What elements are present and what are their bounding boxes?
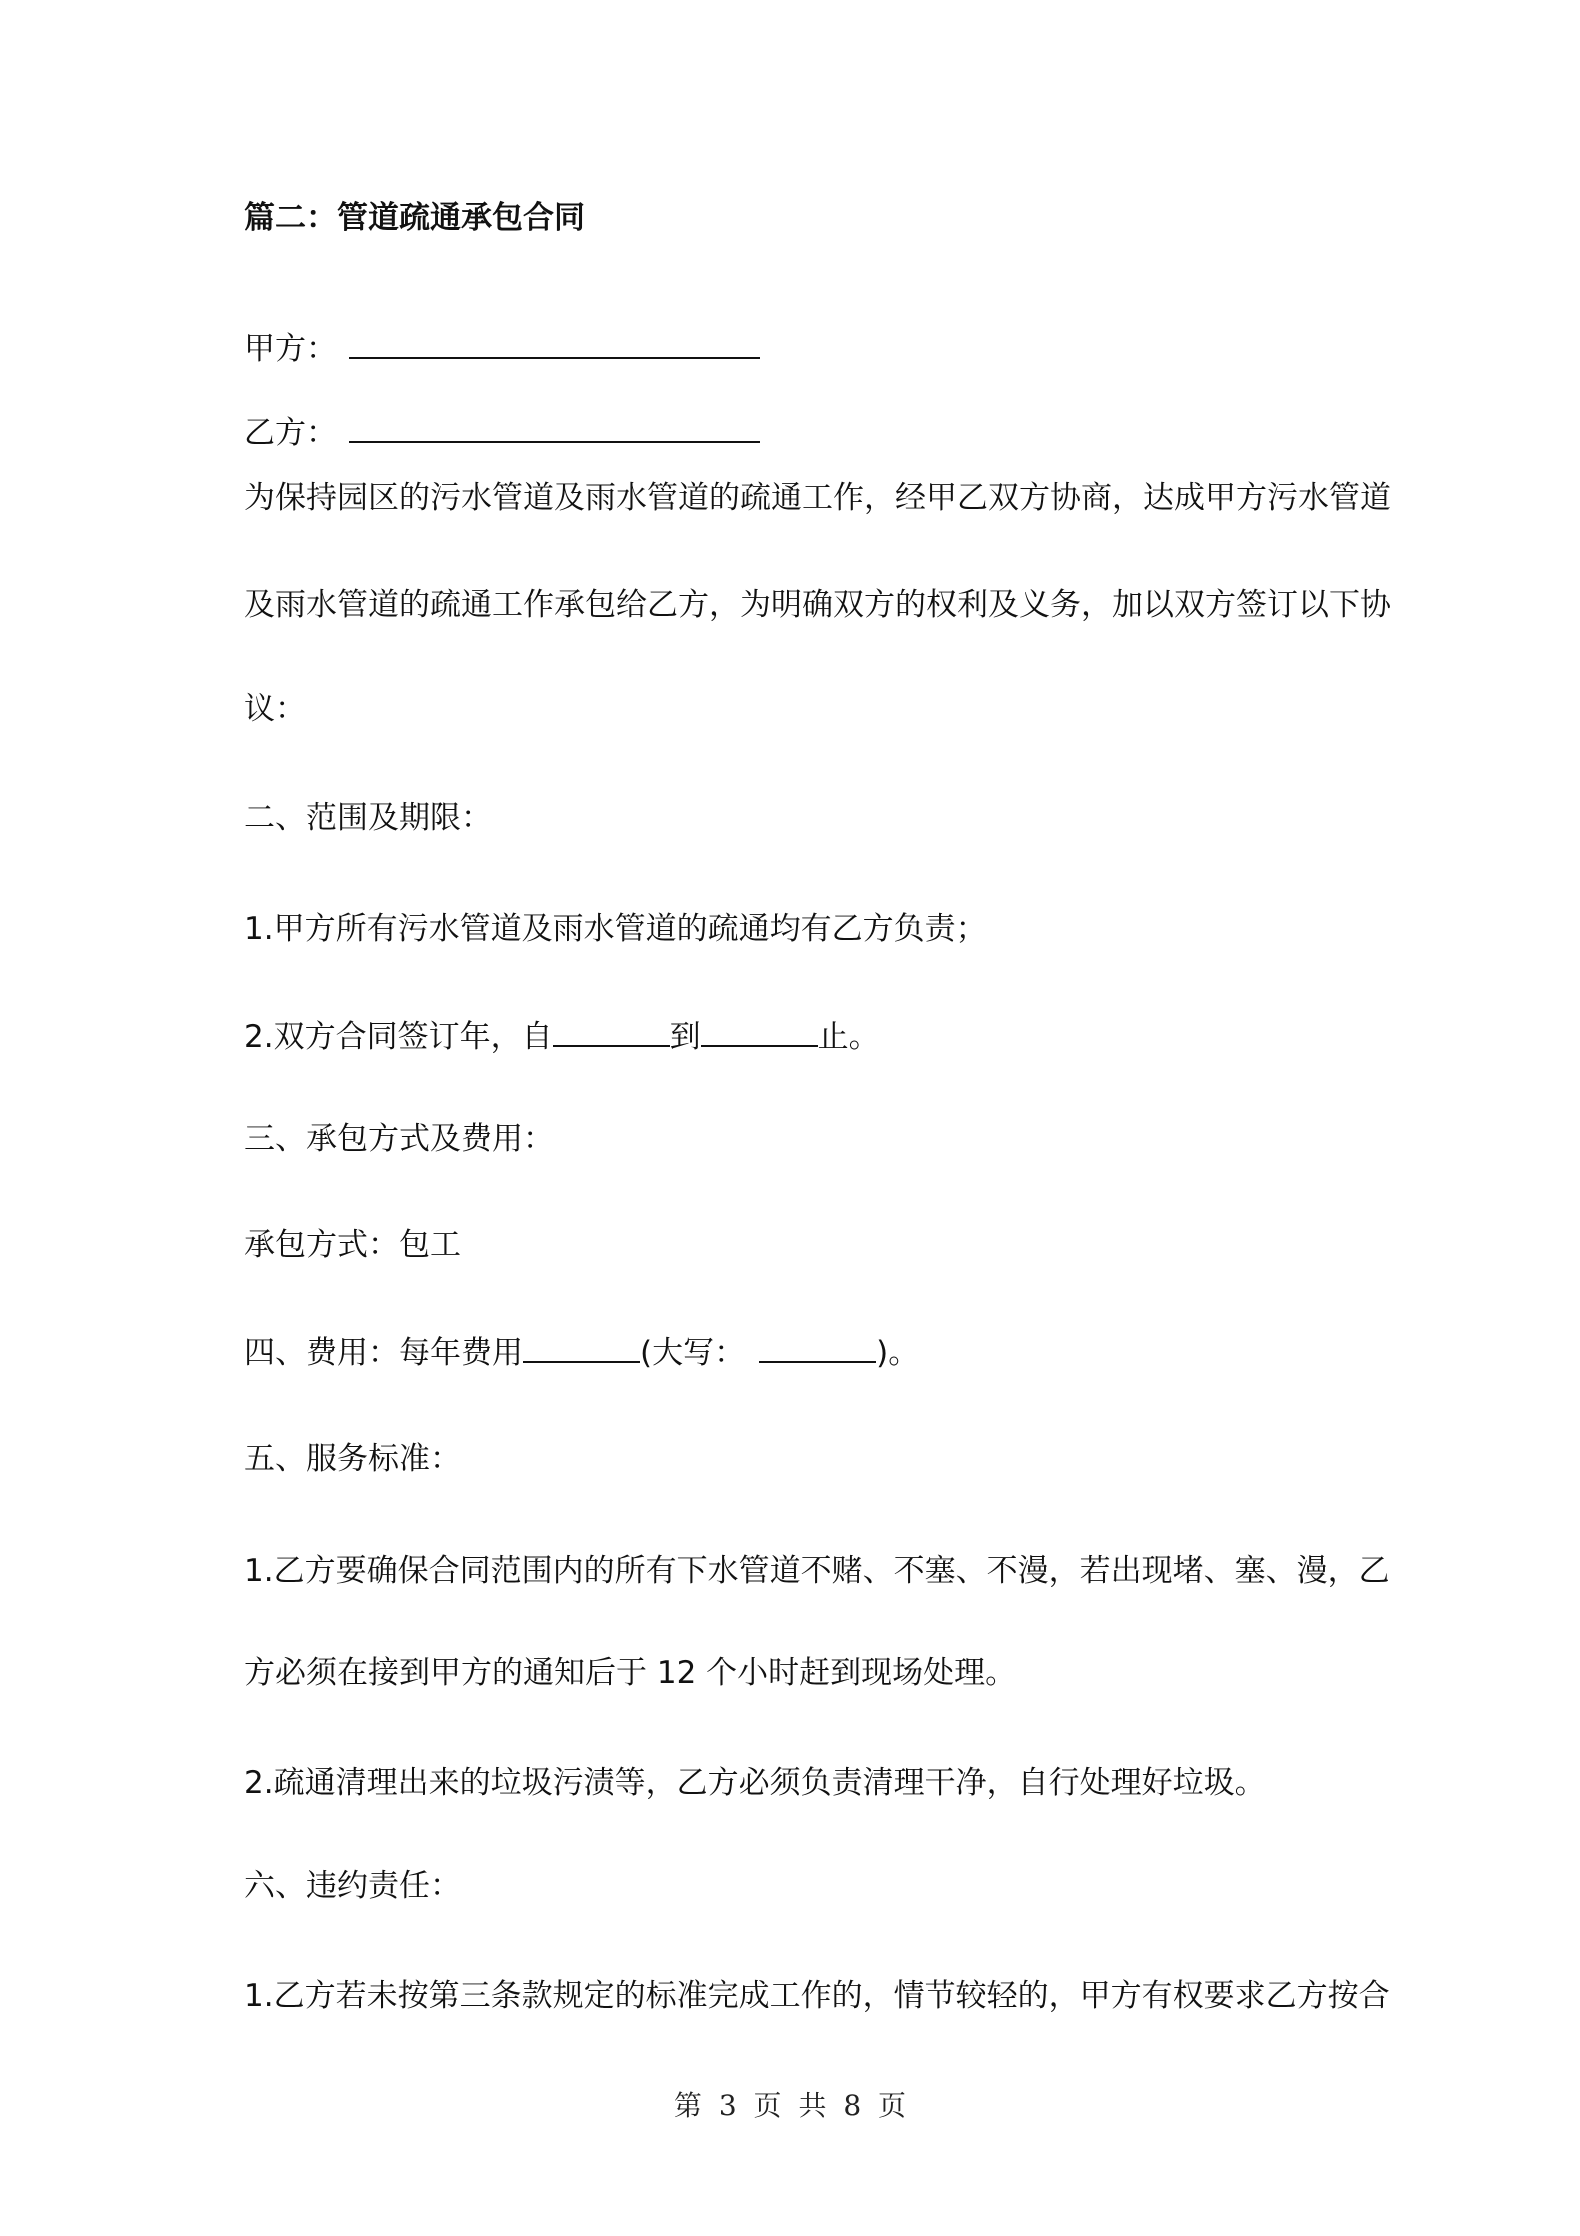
fee-text: 四、费用：每年费用 xyxy=(244,1335,523,1371)
fee-capital-blank xyxy=(759,1331,876,1363)
party-a-label: 甲方： xyxy=(244,331,337,367)
section-5-item-1: 1.乙方要确保合同范围内的所有下水管道不赌、不塞、不漫，若出现堵、塞、漫，乙 xyxy=(244,1553,1390,1589)
document-title: 篇二：管道疏通承包合同 xyxy=(244,200,585,236)
section-6-item-1: 1.乙方若未按第三条款规定的标准完成工作的，情节较轻的，甲方有权要求乙方按合 xyxy=(244,1978,1390,2014)
section-2-item-2 xyxy=(244,1015,880,1057)
item-2-text: 2.双方合同签订年，自 xyxy=(244,1019,553,1055)
party-b-line xyxy=(244,411,760,453)
section-3-heading: 三、承包方式及费用： xyxy=(244,1121,554,1157)
fee-text: (大写： xyxy=(640,1335,746,1371)
section-2-heading: 二、范围及期限： xyxy=(244,800,492,836)
party-b-blank xyxy=(349,411,760,443)
fee-text: )。 xyxy=(876,1335,920,1371)
end-date-blank xyxy=(701,1015,818,1047)
section-4-fee xyxy=(244,1331,919,1373)
intro-line: 及雨水管道的疏通工作承包给乙方，为明确双方的权利及义务，加以双方签订以下协 xyxy=(244,587,1391,623)
page-footer: 第 3 页 共 8 页 xyxy=(673,2089,907,2122)
party-a-blank xyxy=(349,327,760,359)
intro-line: 为保持园区的污水管道及雨水管道的疏通工作，经甲乙双方协商，达成甲方污水管道 xyxy=(244,480,1391,516)
section-6-heading: 六、违约责任： xyxy=(244,1868,461,1904)
intro-line: 议： xyxy=(244,691,306,727)
section-5-item-1: 方必须在接到甲方的通知后于 12 个小时赶到现场处理。 xyxy=(244,1655,1017,1691)
party-a-line xyxy=(244,327,760,369)
item-2-text: 到 xyxy=(669,1019,701,1055)
section-5-heading: 五、服务标准： xyxy=(244,1441,461,1477)
section-5-item-2: 2.疏通清理出来的垃圾污渍等，乙方必须负责清理干净，自行处理好垃圾。 xyxy=(244,1765,1266,1801)
section-2-item-1: 1.甲方所有污水管道及雨水管道的疏通均有乙方负责； xyxy=(244,911,987,947)
start-date-blank xyxy=(553,1015,670,1047)
item-2-text: 止。 xyxy=(817,1019,880,1055)
party-b-label: 乙方： xyxy=(244,415,337,451)
contract-mode: 承包方式：包工 xyxy=(244,1227,461,1263)
fee-blank xyxy=(523,1331,640,1363)
